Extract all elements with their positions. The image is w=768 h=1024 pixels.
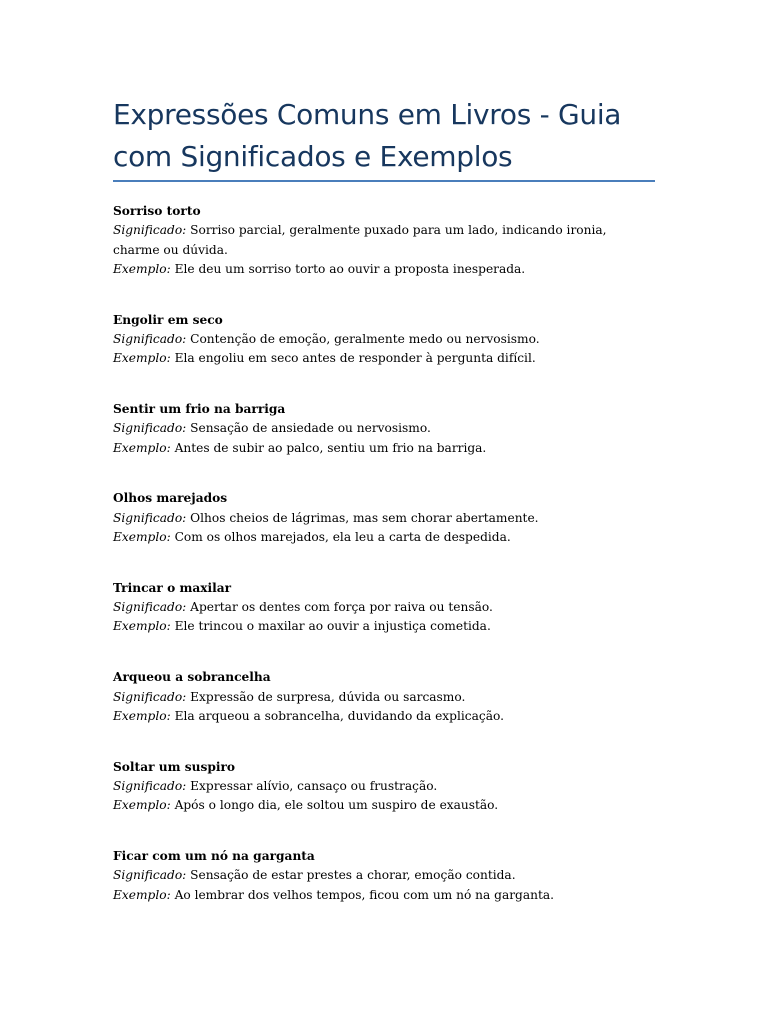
example-line (113, 439, 655, 458)
example-label: Exemplo: (113, 440, 171, 455)
list-item (113, 668, 655, 726)
meaning-label: Significado: (113, 421, 187, 436)
expression-term: Sorriso torto (113, 204, 201, 218)
expression-term: Arqueou a sobrancelha (113, 670, 271, 685)
example-label: Exemplo: (113, 351, 171, 366)
expression-term: Ficar com um nó na garganta (113, 849, 315, 864)
meaning-label: Significado: (113, 868, 187, 883)
example-line (113, 796, 655, 815)
meaning-label: Significado: (113, 510, 187, 525)
meaning-label: Significado: (113, 600, 187, 615)
title-underline (113, 180, 655, 182)
example-line (113, 260, 655, 279)
title-line-2: com Significados e Exemplos (113, 140, 513, 173)
example-label: Exemplo: (113, 798, 171, 813)
example-text: Ela engoliu em seco antes de responder à pergunta difícil. (174, 351, 536, 366)
document-title (113, 94, 655, 180)
meaning-line (113, 419, 655, 438)
expression-term: Olhos marejados (113, 491, 228, 506)
list-item (113, 311, 655, 369)
example-label: Exemplo: (113, 530, 171, 545)
example-line (113, 528, 655, 547)
list-item (113, 400, 655, 458)
expression-term: Trincar o maxilar (113, 580, 232, 595)
meaning-label: Significado: (113, 223, 187, 238)
example-text: Ela arqueou a sobrancelha, duvidando da explicação. (174, 708, 504, 723)
expression-term: Sentir um frio na barriga (113, 402, 286, 417)
example-line (113, 617, 655, 636)
expressions-list (113, 202, 655, 905)
expression-term: Engolir em seco (113, 312, 223, 327)
example-line (113, 707, 655, 726)
example-text: Após o longo dia, ele soltou um suspiro de exaustão. (174, 798, 499, 813)
title-line-1: Expressões Comuns em Livros - Guia (113, 98, 622, 131)
meaning-text: Sorriso parcial, geralmente puxado para um lado, indicando ironia, charme ou dúvida. (113, 223, 607, 257)
meaning-label: Significado: (113, 689, 187, 704)
meaning-text: Olhos cheios de lágrimas, mas sem chorar abertamente. (190, 510, 539, 525)
meaning-text: Expressar alívio, cansaço ou frustração. (190, 778, 438, 793)
example-text: Antes de subir ao palco, sentiu um frio na barriga. (174, 440, 487, 455)
meaning-text: Expressão de surpresa, dúvida ou sarcasmo. (190, 689, 466, 704)
meaning-line (113, 866, 655, 885)
meaning-line (113, 777, 655, 796)
meaning-line (113, 688, 655, 707)
list-item (113, 489, 655, 547)
expression-term: Soltar um suspiro (113, 759, 236, 774)
meaning-text: Apertar os dentes com força por raiva ou tensão. (190, 600, 493, 615)
list-item (113, 758, 655, 816)
example-line (113, 886, 655, 905)
meaning-label: Significado: (113, 331, 187, 346)
example-label: Exemplo: (113, 261, 171, 276)
list-item (113, 202, 655, 279)
example-text: Ele trincou o maxilar ao ouvir a injustiça cometida. (174, 619, 491, 634)
meaning-line (113, 598, 655, 617)
example-label: Exemplo: (113, 619, 171, 634)
meaning-line (113, 509, 655, 528)
meaning-line (113, 221, 655, 260)
list-item (113, 579, 655, 637)
meaning-line (113, 330, 655, 349)
example-text: Ao lembrar dos velhos tempos, ficou com um nó na garganta. (174, 887, 555, 902)
example-label: Exemplo: (113, 708, 171, 723)
example-text: Com os olhos marejados, ela leu a carta de despedida. (174, 530, 511, 545)
meaning-label: Significado: (113, 778, 187, 793)
meaning-text: Sensação de ansiedade ou nervosismo. (190, 421, 431, 436)
document-page (113, 94, 655, 936)
example-label: Exemplo: (113, 887, 171, 902)
meaning-text: Contenção de emoção, geralmente medo ou nervosismo. (190, 331, 540, 346)
list-item (113, 847, 655, 905)
example-text: Ele deu um sorriso torto ao ouvir a proposta inesperada. (174, 261, 526, 276)
example-line (113, 349, 655, 368)
meaning-text: Sensação de estar prestes a chorar, emoção contida. (190, 868, 516, 883)
